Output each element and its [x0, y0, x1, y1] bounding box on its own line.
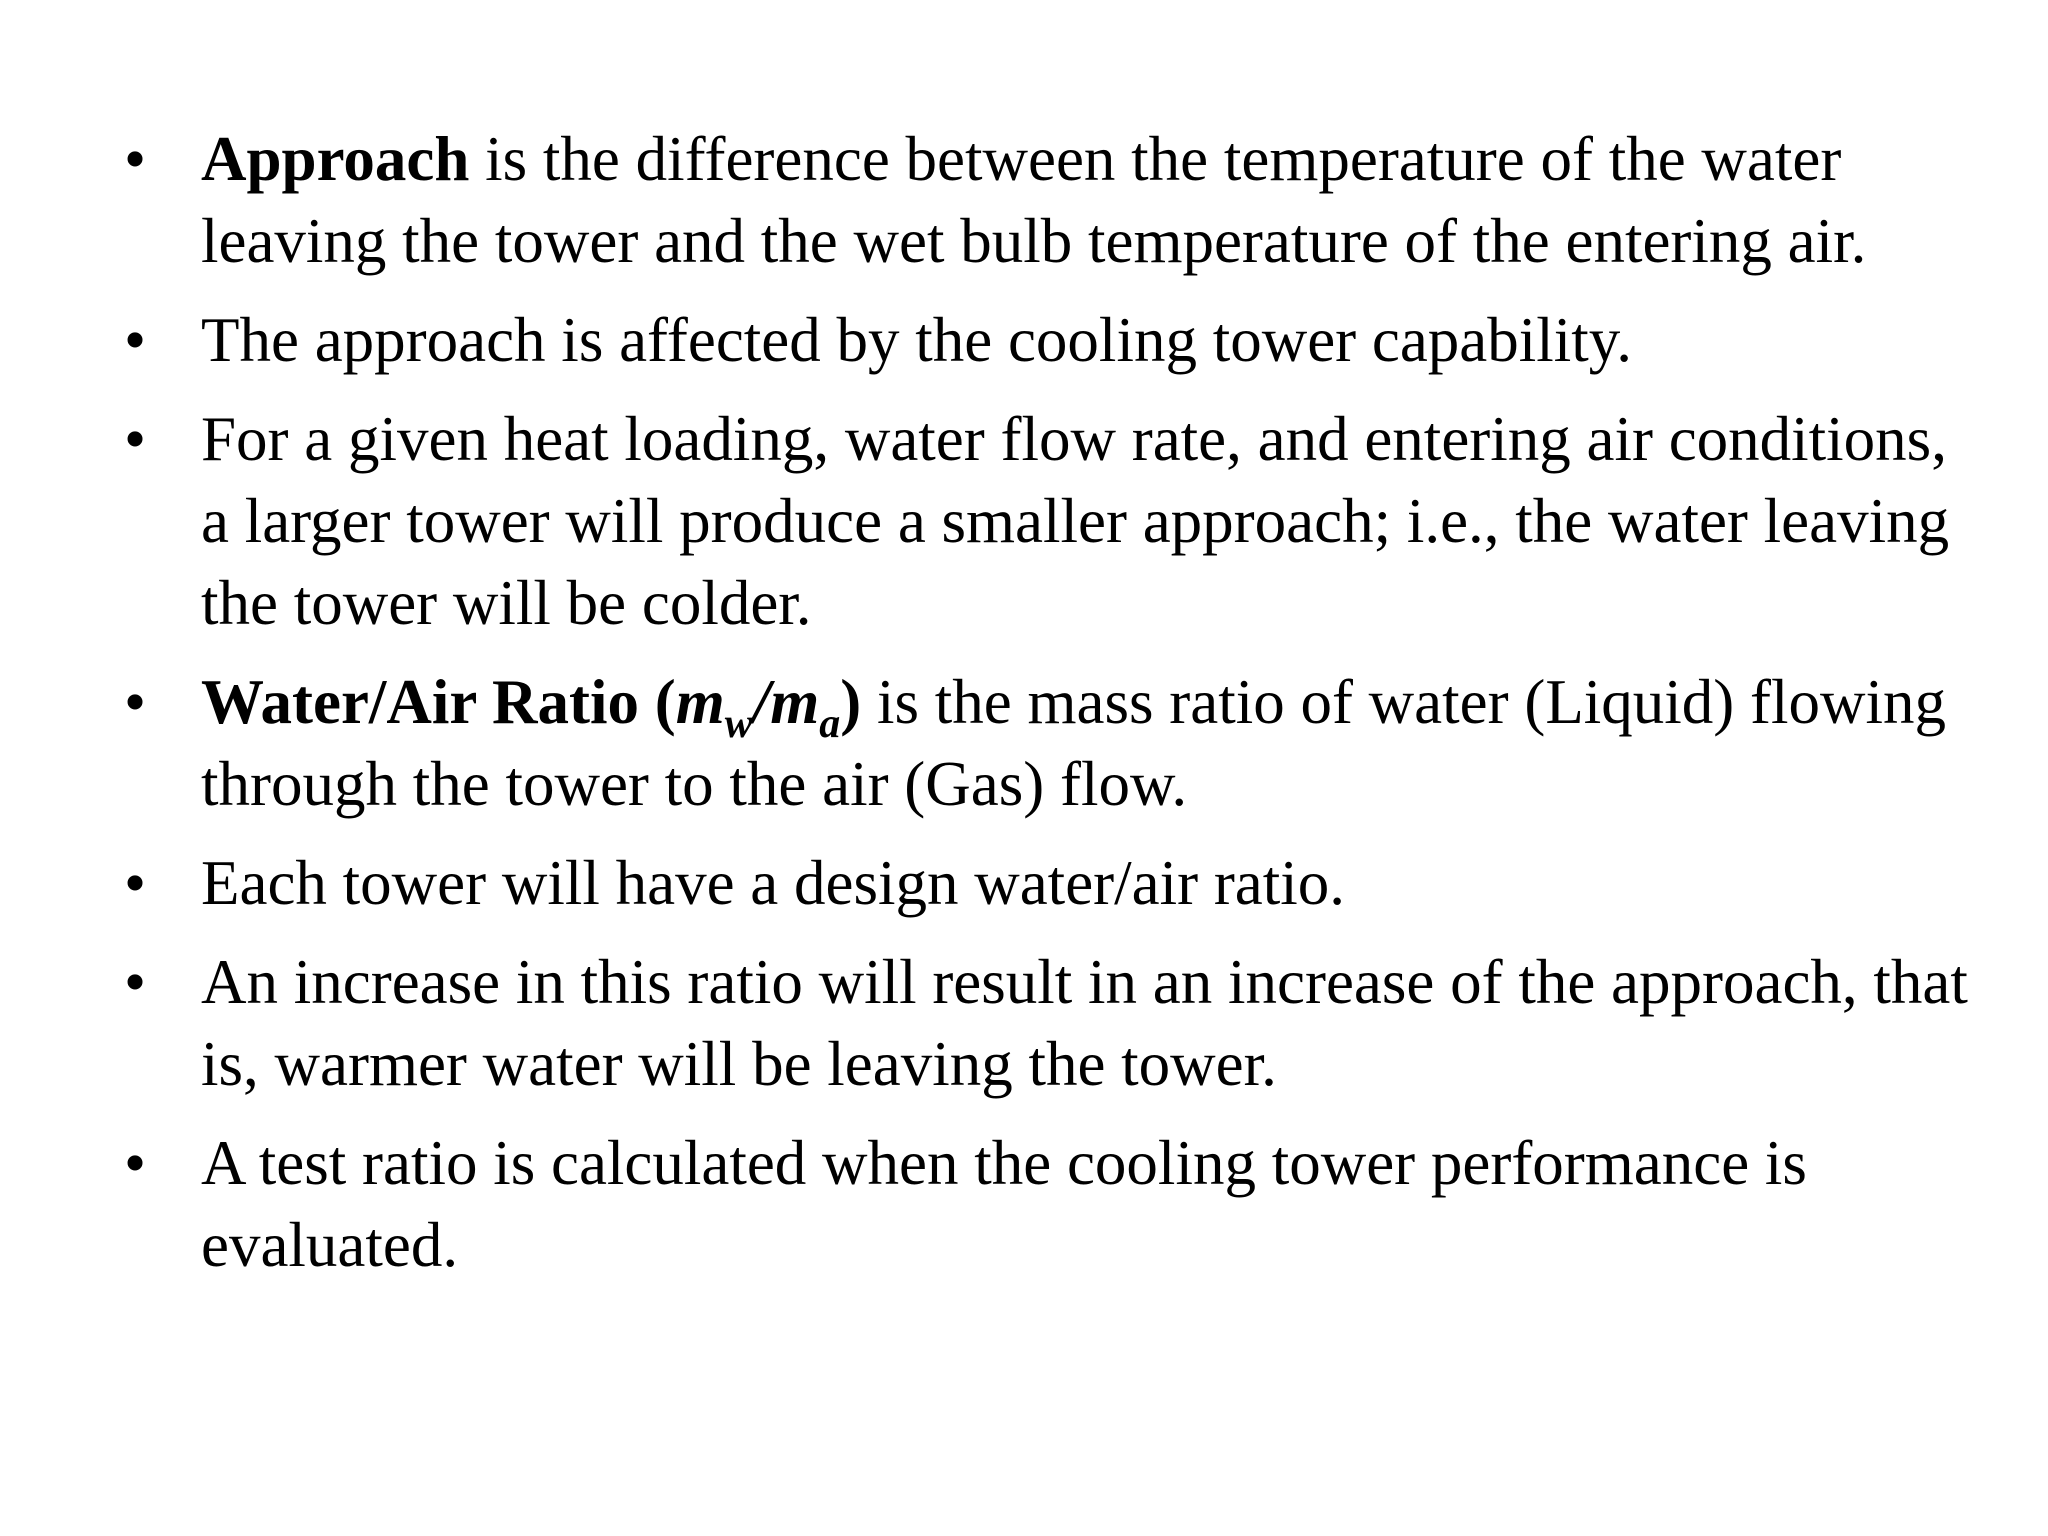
list-item [120, 398, 1990, 644]
bullet-icon: • [124, 305, 147, 375]
bullet-icon: • [124, 404, 147, 474]
subscript-w: w [724, 701, 753, 747]
list-item [120, 1122, 1990, 1286]
term-approach: Approach [201, 124, 470, 194]
list-item [120, 118, 1990, 282]
symbol-m: m [675, 667, 725, 737]
slash-symbol: / [752, 667, 771, 737]
bullet-text: The approach is affected by the cooling tower capability. [201, 305, 1632, 375]
list-item [120, 661, 1990, 825]
term-close-paren: ) [840, 667, 862, 737]
bullet-text: Each tower will have a design water/air ratio. [201, 848, 1346, 918]
definition-text: is the difference between the temperature of the water leaving the tower and the wet bulb temperature of the entering air. [201, 124, 1867, 276]
subscript-a: a [819, 701, 841, 747]
bullet-text: For a given heat loading, water flow rate, and entering air conditions, a larger tower will produce a smaller approach; i.e., the water leaving the tower will be colder. [201, 404, 1950, 638]
bullet-icon: • [124, 667, 147, 737]
bullet-icon: • [124, 848, 147, 918]
list-item [120, 299, 1990, 381]
bullet-icon: • [124, 1128, 147, 1198]
definition-text: is the mass ratio of water (Liquid) flowing through the tower to the air (Gas) flow. [201, 667, 1947, 819]
bullet-text [201, 124, 1866, 276]
list-item [120, 941, 1990, 1105]
bullet-list [120, 118, 1990, 1303]
bullet-icon: • [124, 947, 147, 1017]
bullet-text: An increase in this ratio will result in an increase of the approach, that is, warmer water will be leaving the tower. [201, 947, 1968, 1099]
list-item [120, 842, 1990, 924]
bullet-text: A test ratio is calculated when the cooling tower performance is evaluated. [201, 1128, 1807, 1280]
term-water-air-ratio [201, 667, 862, 747]
term-label: Water/Air Ratio ( [201, 667, 676, 737]
symbol-m: m [770, 667, 820, 737]
bullet-icon: • [124, 124, 147, 194]
bullet-text [201, 667, 1946, 819]
